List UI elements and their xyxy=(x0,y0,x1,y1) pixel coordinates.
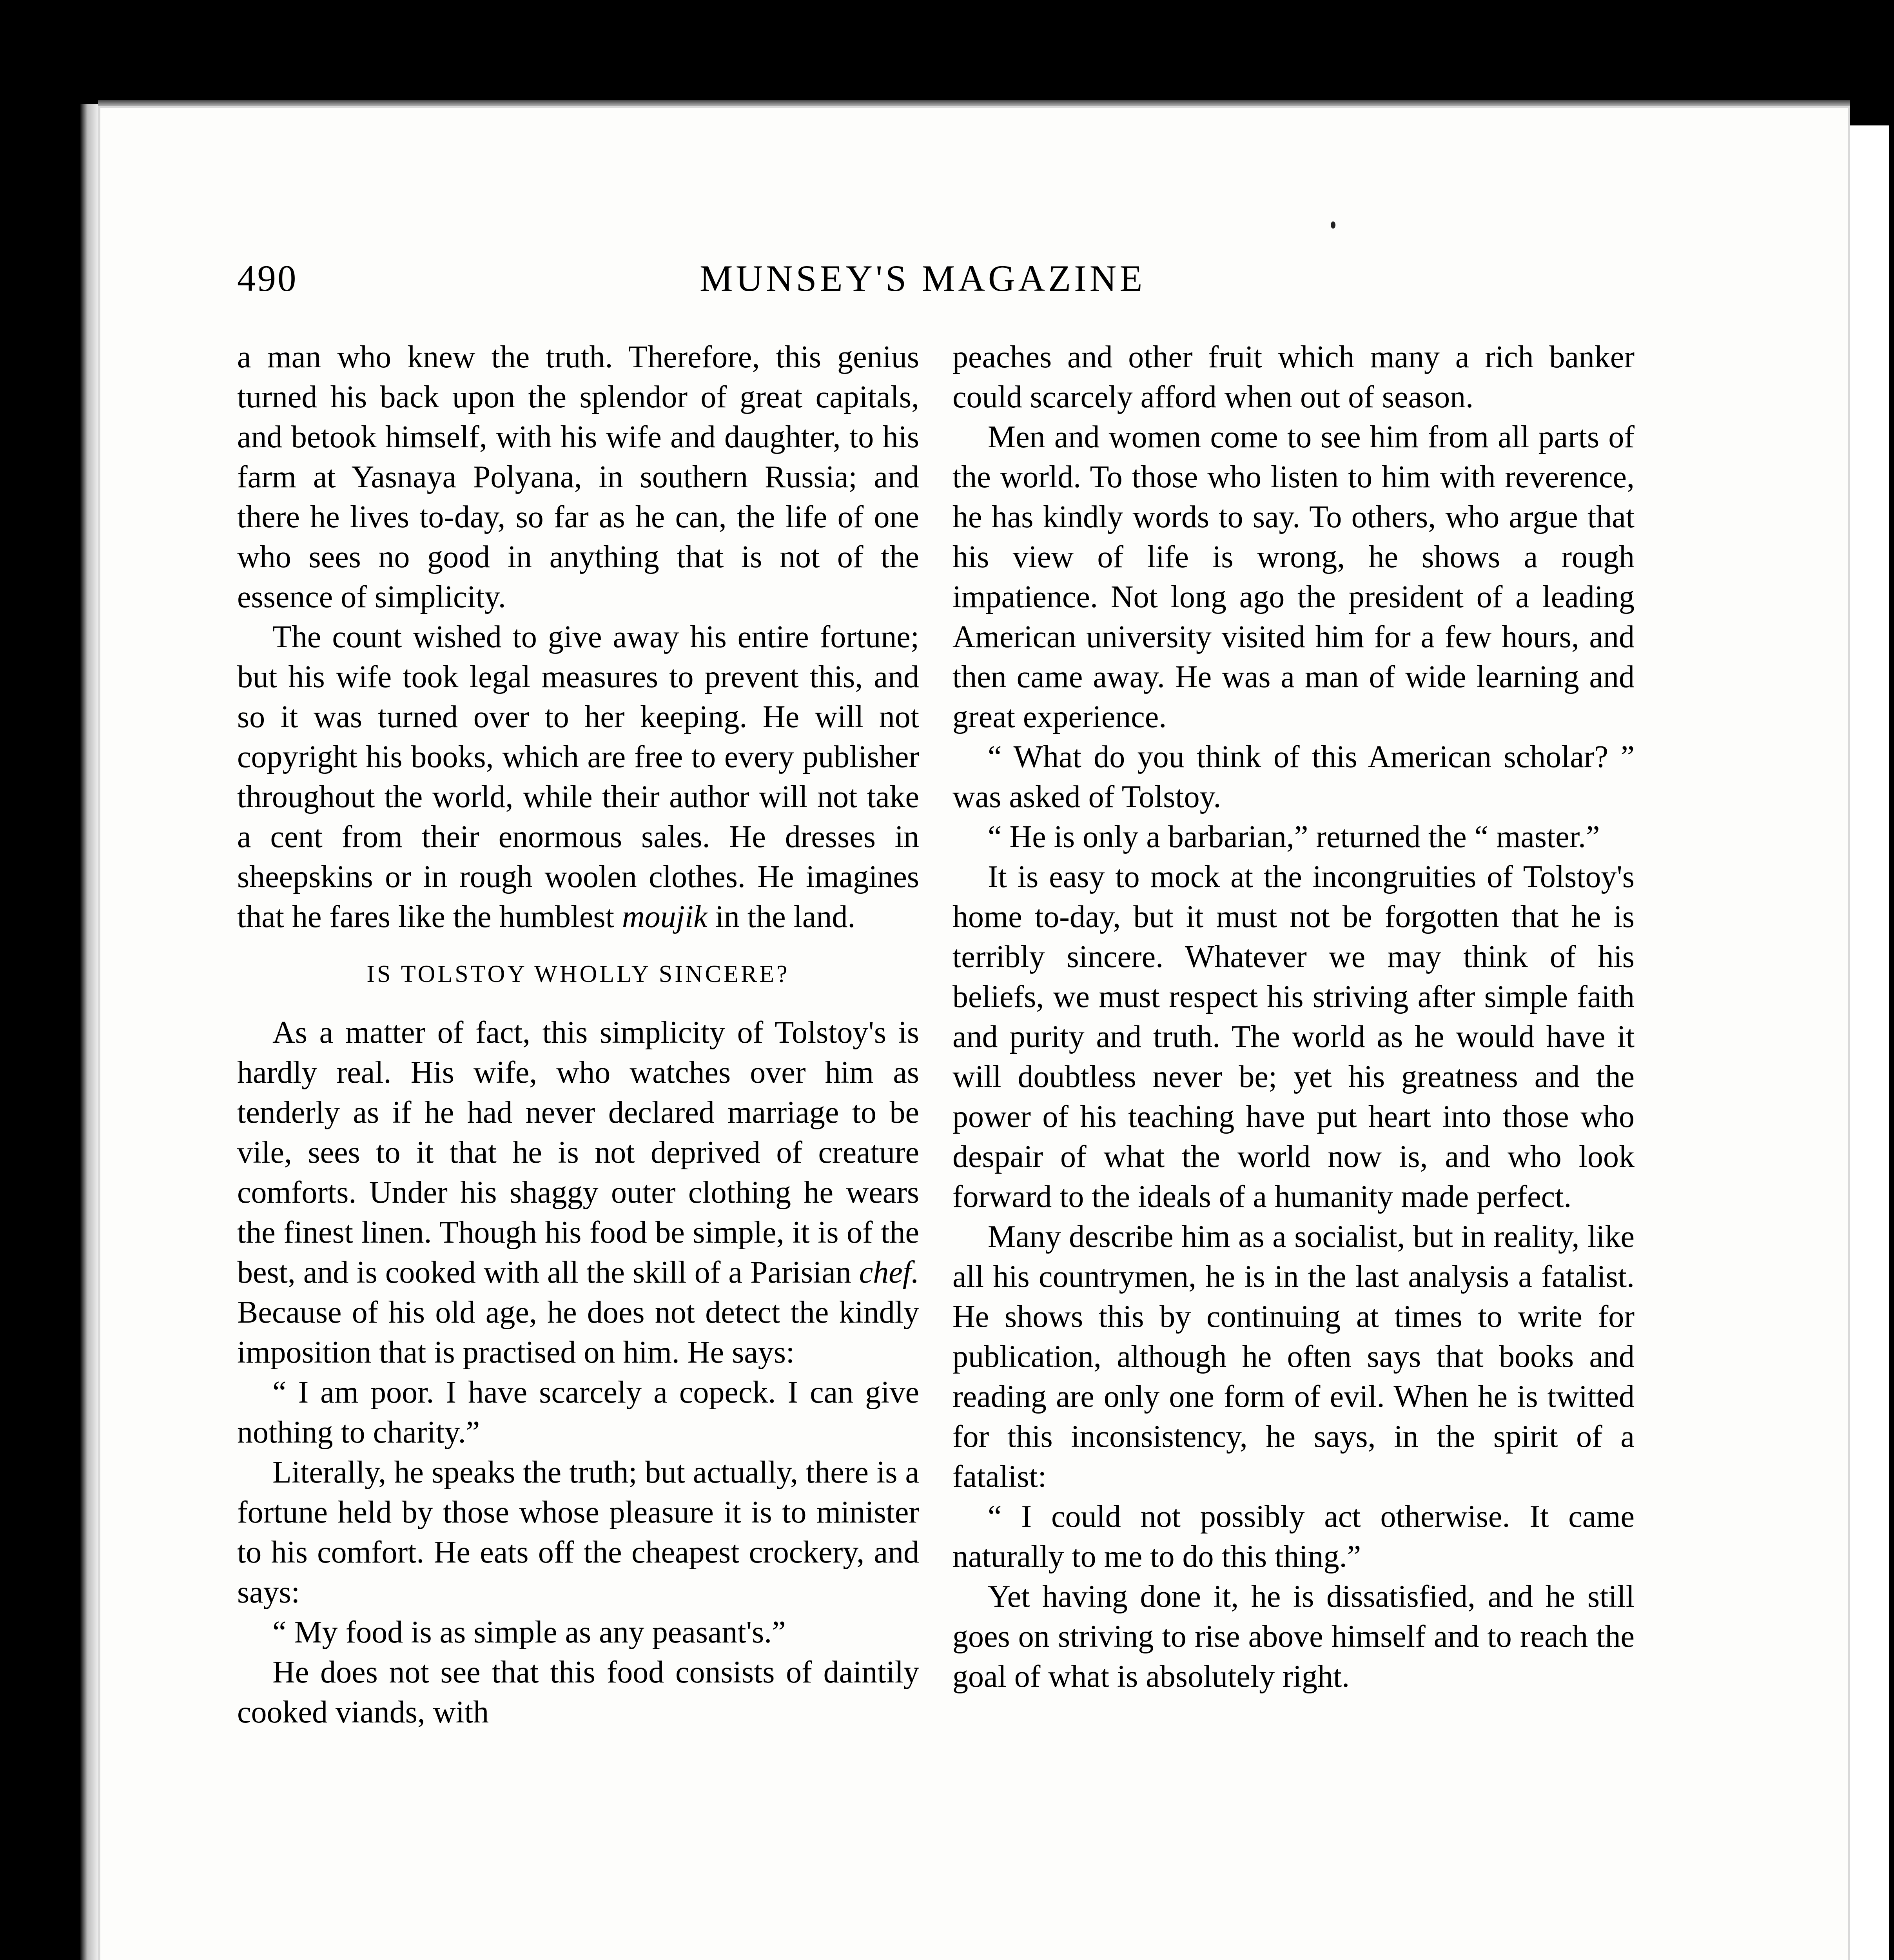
quote-paragraph: “ I am poor. I have scarcely a copeck. I can give nothing to charity.” xyxy=(237,1375,919,1450)
section-subhead: IS TOLSTOY WHOLLY SINCERE? xyxy=(366,961,790,987)
print-speck xyxy=(1331,221,1335,229)
page-number: 490 xyxy=(237,258,298,299)
page-header xyxy=(237,257,1633,316)
paragraph: Men and women come to see him from all parts of the world. To those who listen to him with reverence, he has kindly words to say. To others, who argue that his view of life is wrong, he shows a rough impatience. Not long ago the president of a leading American university visited him for a few hours, and then came away. He was a man of wide learning and great experience. xyxy=(952,420,1635,734)
page-left-edge xyxy=(80,104,98,1960)
paragraph: He does not see that this food consists of daintily cooked viands, with xyxy=(237,1655,919,1730)
paragraph: Many describe him as a socialist, but in reality, like all his countrymen, he is in the last analysis a fatalist. He shows this by continuing at times to write for publication, although he often says that books and reading are only one form of evil. When he is twitted for this inconsistency, he says, in the spirit of a fatalist: xyxy=(952,1220,1635,1494)
paragraph: As a matter of fact, this simplicity of Tolstoy's is hardly real. His wife, who watches over him as tenderly as if he had never declared marriage to be vile, sees to it that he is not deprived of creature comforts. Under his shaggy outer clothing he wears the finest linen. Though his food be simple, it is of the best, and is cooked with all the skill of a Parisian chef. Because of his old age, he does not detect the kindly imposition that is practised on him. He says: xyxy=(237,1015,920,1370)
paragraph: a man who knew the truth. Therefore, this genius turned his back upon the splendor of great capitals, and betook himself, with his wife and daughter, to his farm at Yasnaya Polyana, in southern Russia; and there he lives to-day, so far as he can, the life of one who sees no good in anything that is not of the essence of simplicity. xyxy=(237,340,919,614)
italic-term: chef. xyxy=(859,1255,920,1290)
quote-paragraph: “ What do you think of this American scholar? ” was asked of Tolstoy. xyxy=(952,740,1635,814)
paragraph: It is easy to mock at the incongruities of Tolstoy's home to-day, but it must not be forgotten that he is terribly sincere. Whatever we may think of his beliefs, we must respect his striving after simple faith and purity and truth. The world as he would have it will doubtless never be; yet his greatness and the power of his teaching have put heart into those who despair of what the world now is, and who look forward to the ideals of a humanity made perfect. xyxy=(952,860,1635,1214)
quote-paragraph: “ I could not possibly act otherwise. It came naturally to me to do this thing.” xyxy=(952,1499,1635,1574)
italic-term: moujik xyxy=(622,900,708,934)
left-column xyxy=(237,337,919,1732)
quote-paragraph: “ My food is as simple as any peasant's.” xyxy=(272,1615,786,1650)
paragraph: Yet having done it, he is dissatisfied, and he still goes on striving to rise above himself and to reach the goal of what is absolutely right. xyxy=(952,1579,1635,1694)
right-column xyxy=(952,337,1635,1697)
quote-paragraph: “ He is only a barbarian,” returned the “ master.” xyxy=(988,820,1600,854)
paragraph: peaches and other fruit which many a rich banker could scarcely afford when out of season. xyxy=(952,340,1635,414)
paragraph: Literally, he speaks the truth; but actually, there is a fortune held by those whose pleasure it is to minister to his comfort. He eats off the cheapest crockery, and says: xyxy=(237,1455,919,1610)
paragraph: The count wished to give away his entire fortune; but his wife took legal measures to prevent this, and so it was turned over to her keeping. He will not copyright his books, which are free to every publisher throughout the world, while their author will not take a cent from their enormous sales. He dresses in sheepskins or in rough woolen clothes. He imagines that he fares like the humblest moujik in the land. xyxy=(237,620,919,934)
running-title: MUNSEY'S MAGAZINE xyxy=(700,258,1146,299)
